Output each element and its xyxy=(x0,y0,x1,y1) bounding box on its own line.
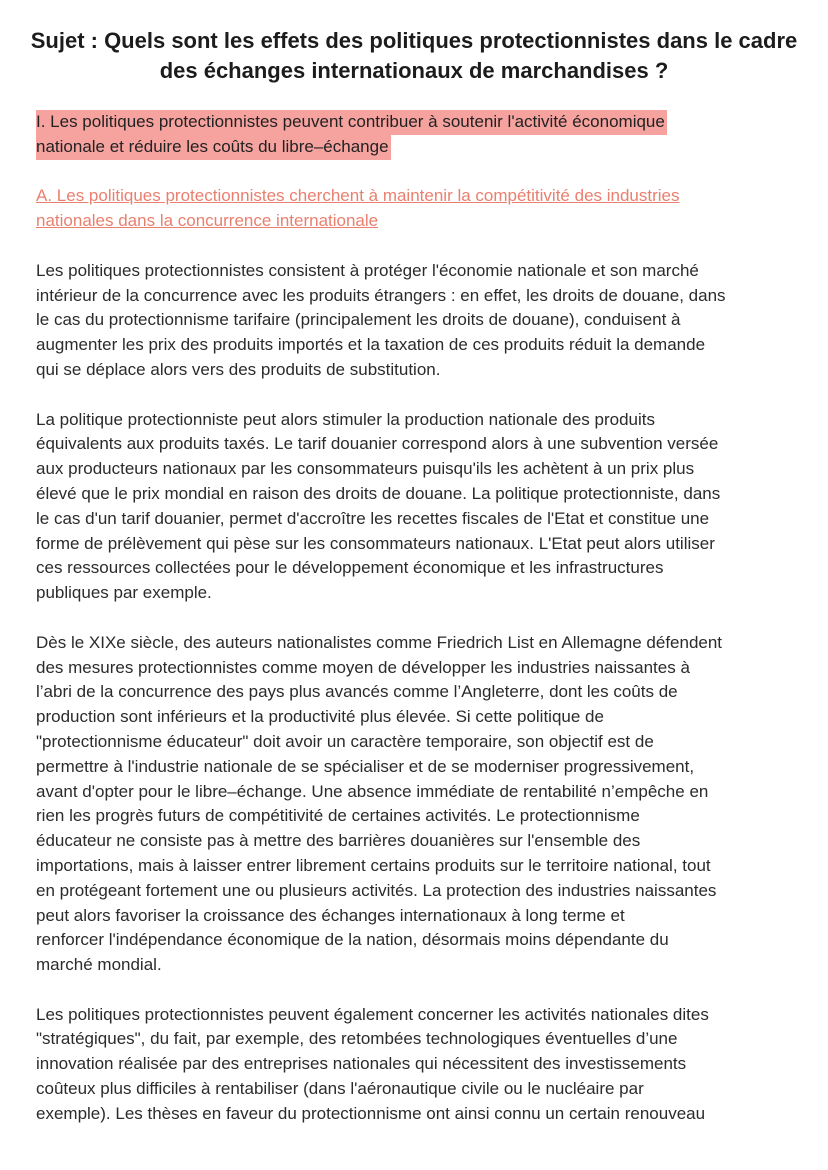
paragraph-line: qui se déplace alors vers des produits de substitution. xyxy=(36,359,441,379)
subsection-heading xyxy=(36,184,806,234)
paragraph-line: rien les progrès futurs de compétitivité de certaines activités. Le protectionnisme xyxy=(36,806,640,826)
paragraph-line: "stratégiques", du fait, par exemple, des retombées technologiques éventuelles d’une xyxy=(36,1029,678,1049)
document-body xyxy=(36,110,806,1127)
paragraph-line: équivalents aux produits taxés. Le tarif douanier correspond alors à une subvention versée xyxy=(36,434,719,454)
subheading-line: nationales dans la concurrence internationale xyxy=(36,211,379,231)
title-line: des échanges internationaux de marchandises ? xyxy=(159,58,669,83)
paragraph xyxy=(36,259,806,383)
subheading-line: A. Les politiques protectionnistes cherchent à maintenir la compétitivité des industries xyxy=(36,186,680,206)
paragraph-line: intérieur de la concurrence avec les produits étrangers : en effet, les droits de douane, dans xyxy=(36,285,726,305)
paragraph-line: renforcer l'indépendance économique de la nation, désormais moins dépendante du xyxy=(36,930,669,950)
paragraph-line: publiques par exemple. xyxy=(36,583,212,603)
paragraph-line: innovation réalisée par des entreprises nationales qui nécessitent des investissements xyxy=(36,1054,687,1074)
heading-line: I. Les politiques protectionnistes peuvent contribuer à soutenir l'activité économique xyxy=(36,110,667,135)
paragraph-line: peut alors favoriser la croissance des échanges internationaux à long terme et xyxy=(36,905,625,925)
paragraph-line: Dès le XIXe siècle, des auteurs nationalistes comme Friedrich List en Allemagne défendent xyxy=(36,632,723,652)
paragraph-line: l’abri de la concurrence des pays plus avancés comme l’Angleterre, dont les coûts de xyxy=(36,682,678,702)
heading-line: nationale et réduire les coûts du libre–échange xyxy=(36,135,391,160)
paragraph-line: permettre à l'industrie nationale de se spécialiser et de se moderniser progressivement, xyxy=(36,756,695,776)
paragraph-line: élevé que le prix mondial en raison des droits de douane. La politique protectionniste, dans xyxy=(36,483,721,503)
paragraph-line: avant d'opter pour le libre–échange. Une absence immédiate de rentabilité n’empêche en xyxy=(36,781,709,801)
paragraph-line: La politique protectionniste peut alors stimuler la production nationale des produits xyxy=(36,409,655,429)
paragraph-line: coûteux plus difficiles à rentabiliser (dans l'aéronautique civile ou le nucléaire par xyxy=(36,1079,644,1099)
paragraph-line: "protectionnisme éducateur" doit avoir un caractère temporaire, son objectif est de xyxy=(36,731,654,751)
paragraph xyxy=(36,408,806,606)
paragraph-line: éducateur ne consiste pas à mettre des barrières douanières sur l'ensemble des xyxy=(36,831,641,851)
paragraph-line: en protégeant fortement une ou plusieurs activités. La protection des industries naissantes xyxy=(36,880,717,900)
paragraph-line: le cas d'un tarif douanier, permet d'accroître les recettes fiscales de l'Etat et constitue une xyxy=(36,508,710,528)
section-heading-highlighted xyxy=(36,110,806,160)
paragraph xyxy=(36,631,806,978)
paragraph-line: ces ressources collectées pour le développement économique et les infrastructures xyxy=(36,558,664,578)
paragraph-line: exemple). Les thèses en faveur du protectionnisme ont ainsi connu un certain renouveau xyxy=(36,1103,706,1123)
paragraph xyxy=(36,1003,806,1127)
title-line: Sujet : Quels sont les effets des politiques protectionnistes dans le cadre xyxy=(30,28,798,53)
paragraph-line: marché mondial. xyxy=(36,955,162,975)
paragraph-line: importations, mais à laisser entrer librement certains produits sur le territoire national, tout xyxy=(36,855,711,875)
paragraph-line: Les politiques protectionnistes peuvent également concerner les activités nationales dites xyxy=(36,1004,709,1024)
paragraph-line: Les politiques protectionnistes consistent à protéger l'économie nationale et son marché xyxy=(36,260,699,280)
paragraph-line: le cas du protectionnisme tarifaire (principalement les droits de douane), conduisent à xyxy=(36,310,681,330)
paragraph-line: production sont inférieurs et la productivité plus élevée. Si cette politique de xyxy=(36,707,604,727)
paragraph-line: forme de prélèvement qui pèse sur les consommateurs nationaux. L'Etat peut alors utiliser xyxy=(36,533,715,553)
paragraph-line: augmenter les prix des produits importés et la taxation de ces produits réduit la demande xyxy=(36,335,706,355)
page-title xyxy=(0,26,828,86)
paragraph-line: aux producteurs nationaux par les consommateurs puisqu'ils les achètent à un prix plus xyxy=(36,459,695,479)
paragraph-line: des mesures protectionnistes comme moyen de développer les industries naissantes à xyxy=(36,657,690,677)
